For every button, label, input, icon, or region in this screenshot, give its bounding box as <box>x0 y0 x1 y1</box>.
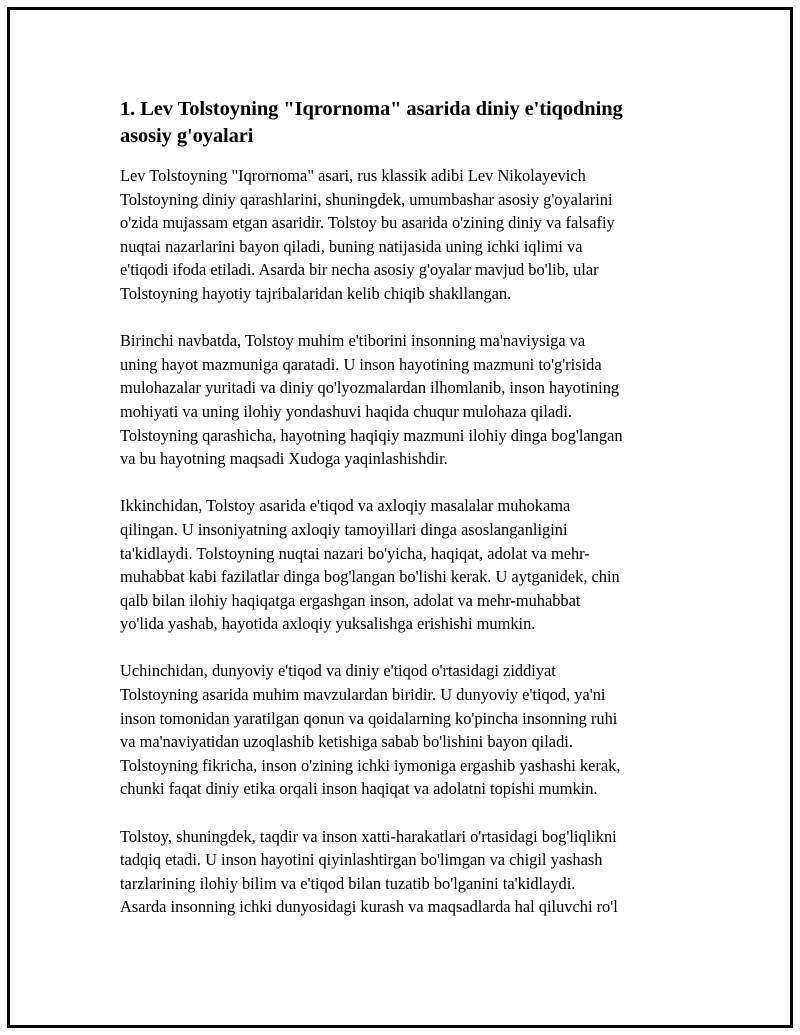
text-line: Uchinchidan, dunyoviy e'tiqod va diniy e'tiqod o'rtasidagi ziddiyat <box>120 661 556 681</box>
text-line: muhabbat kabi fazilatlar dinga bog'langan bo'lishi kerak. U aytganidek, chin <box>120 567 620 587</box>
text-line: Tolstoyning hayotiy tajribalaridan kelib chiqib shakllangan. <box>120 283 512 303</box>
heading-line: asosiy g'oyalari <box>120 125 254 147</box>
text-line: va ma'naviyatidan uzoqlashib ketishiga sabab bo'lishini bayon qiladi. <box>120 732 573 752</box>
text-line: ta'kidlaydi. Tolstoyning nuqtai nazari bo'yicha, haqiqat, adolat va mehr- <box>120 543 590 563</box>
paragraph-intro <box>120 164 700 306</box>
text-line: yo'lida yashab, hayotida axloqiy yuksalishga erishishi mumkin. <box>120 614 536 634</box>
text-line: uning hayot mazmuniga qaratadi. U inson hayotining mazmuni to'g'risida <box>120 354 602 374</box>
text-line: Tolstoyning diniy qarashlarini, shuningdek, umumbashar asosiy g'oyalarini <box>120 189 613 209</box>
text-line: Birinchi navbatda, Tolstoy muhim e'tiborini insonning ma'naviysiga va <box>120 331 586 351</box>
text-line: Tolstoyning asarida muhim mavzulardan biridir. U dunyoviy e'tiqod, ya'ni <box>120 685 606 705</box>
text-line: Lev Tolstoyning "Iqrornoma" asari, rus klassik adibi Lev Nikolayevich <box>120 166 586 185</box>
text-line: tarzlarining ilohiy bilim va e'tiqod bilan tuzatib bo'lganini ta'kidlaydi. <box>120 873 576 893</box>
text-line: mohiyati va uning ilohiy yondashuvi haqida chuqur mulohaza qiladi. <box>120 401 573 421</box>
text-line: nuqtai nazarlarini bayon qiladi, buning natijasida uning ichki iqlimi va <box>120 236 583 256</box>
text-line: Tolstoy, shuningdek, taqdir va inson xatti-harakatlari o'rtasidagi bog'liqlikni <box>120 826 617 846</box>
document-body <box>120 96 700 943</box>
text-line: qalb bilan ilohiy haqiqatga ergashgan inson, adolat va mehr-muhabbat <box>120 590 581 610</box>
paragraph-first <box>120 329 700 471</box>
text-line: Ikkinchidan, Tolstoy asarida e'tiqod va axloqiy masalalar muhokama <box>120 496 571 516</box>
section-heading <box>120 96 700 150</box>
text-line: inson tomonidan yaratilgan qonun va qoidalarning ko'pincha insonning ruhi <box>120 708 618 728</box>
page-border <box>7 7 793 1028</box>
text-line: Tolstoyning qarashicha, hayotning haqiqiy mazmuni ilohiy dinga bog'langan <box>120 425 623 445</box>
text-line: va bu hayotning maqsadi Xudoga yaqinlashishdir. <box>120 449 448 469</box>
text-line: o'zida mujassam etgan asaridir. Tolstoy bu asarida o'zining diniy va falsafiy <box>120 213 615 233</box>
paragraph-fourth <box>120 825 700 919</box>
text-line: tadqiq etadi. U inson hayotini qiyinlashtirgan bo'limgan va chigil yashash <box>120 850 603 870</box>
paragraph-second <box>120 494 700 636</box>
text-line: Tolstoyning fikricha, inson o'zining ichki iymoniga ergashib yashashi kerak, <box>120 755 621 775</box>
text-line: qilingan. U insoniyatning axloqiy tamoyillari dinga asoslanganligini <box>120 519 568 539</box>
paragraph-third <box>120 659 700 801</box>
text-line: Asarda insonning ichki dunyosidagi kurash va maqsadlarda hal qiluvchi ro'l <box>120 897 618 917</box>
text-line: chunki faqat diniy etika orqali inson haqiqat va adolatni topishi mumkin. <box>120 779 598 799</box>
heading-line: 1. Lev Tolstoyning "Iqrornoma" asarida diniy e'tiqodning <box>120 98 623 120</box>
text-line: mulohazalar yuritadi va diniy qo'lyozmalardan ilhomlanib, inson hayotining <box>120 378 620 398</box>
text-line: e'tiqodi ifoda etiladi. Asarda bir necha asosiy g'oyalar mavjud bo'lib, ular <box>120 260 599 280</box>
